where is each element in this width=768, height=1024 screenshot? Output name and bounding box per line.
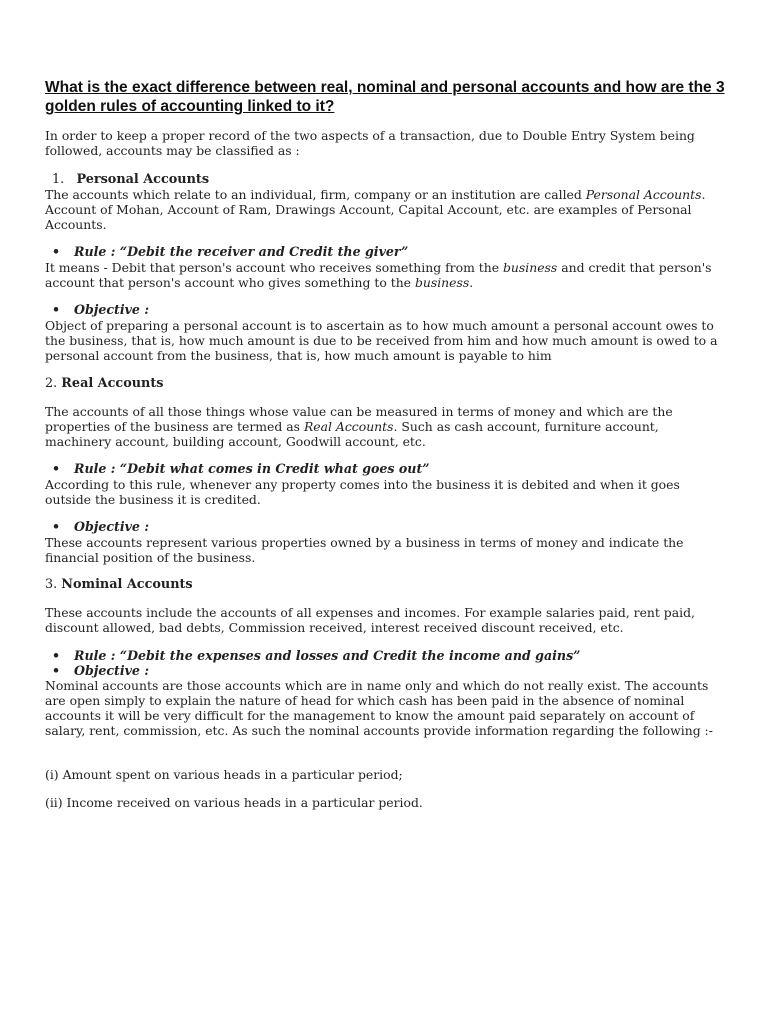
page-title: What is the exact difference between real, nominal and personal accounts and how are the 3 golden rules of accounting linked to it?: [45, 79, 725, 115]
real-accounts-heading: [45, 376, 163, 391]
desc-post: . Account of Mohan, Account of Ram, Drawings Account, Capital Account, etc. are examples of Personal Accounts.: [45, 187, 706, 232]
personal-objective-bullet: [52, 302, 149, 317]
intro-paragraph: In order to keep a proper record of the two aspects of a transaction, due to Double Entry System being followed, accounts may be classified as :: [45, 128, 695, 158]
desc-post: . Such as cash account, furniture account, machinery account, building account, Goodwill account, etc.: [45, 419, 659, 449]
real-rule-explanation: According to this rule, whenever any property comes into the business it is debited and when it goes outside the business it is credited.: [45, 477, 680, 507]
nominal-accounts-description: These accounts include the accounts of all expenses and incomes. For example salaries paid, rent paid, discount allowed, bad debts, Commission received, interest received discount received, etc.: [45, 605, 695, 635]
real-objective-text: These accounts represent various properties owned by a business in terms of money and indicate the financial position of the business.: [45, 535, 684, 565]
bullet-icon: •: [52, 648, 61, 663]
rule-text: Rule : “Debit what comes in Credit what goes out”: [74, 461, 430, 476]
real-objective-bullet: [52, 519, 149, 534]
bullet-icon: •: [52, 302, 61, 317]
personal-rule-bullet: [52, 244, 408, 259]
bullet-icon: •: [52, 663, 61, 678]
objective-label: Objective :: [74, 519, 149, 534]
personal-accounts-description: [45, 187, 725, 232]
section-number: 1.: [52, 172, 65, 187]
personal-objective-text: Object of preparing a personal account is to ascertain as to how much amount a personal account owes to the business, that is, how much amount is due to be received from him and how much amount is owed to a personal account from the business, that is, how much amount is payable to him: [45, 318, 718, 363]
desc-pre: The accounts of all those things whose value can be measured in terms of money and which are the properties of the business are termed as: [45, 404, 673, 434]
bullet-icon: •: [52, 244, 61, 259]
nominal-objective-bullet: [52, 663, 149, 678]
expl-part-1: It means - Debit that person's account who receives something from the: [45, 260, 503, 275]
desc-pre: The accounts which relate to an individual, firm, company or an institution are called: [45, 187, 586, 202]
desc-emphasis: Personal Accounts: [585, 187, 702, 202]
rule-text: Rule : “Debit the receiver and Credit the giver”: [74, 244, 409, 259]
expl-part-2: and credit that person's account that person's account who gives something to the: [45, 260, 712, 290]
section-number: 2.: [45, 376, 58, 391]
bullet-icon: •: [52, 519, 61, 534]
expl-emphasis-1: business: [503, 260, 558, 275]
rule-text: Rule : “Debit the expenses and losses and Credit the income and gains”: [74, 648, 581, 663]
real-rule-bullet: [52, 461, 430, 476]
section-title: Real Accounts: [61, 376, 164, 391]
personal-accounts-heading: [52, 172, 209, 187]
nominal-rule-bullet: [52, 648, 580, 663]
real-accounts-description: [45, 404, 725, 449]
section-number: 3.: [45, 577, 58, 592]
nominal-accounts-heading: [45, 577, 193, 592]
nominal-list-item-2: (ii) Income received on various heads in a particular period.: [45, 795, 423, 810]
objective-label: Objective :: [74, 663, 149, 678]
desc-emphasis: Real Accounts: [303, 419, 394, 434]
section-title: Personal Accounts: [76, 172, 210, 187]
bullet-icon: •: [52, 461, 61, 476]
nominal-objective-text: Nominal accounts are those accounts which are in name only and which do not really exist. The accounts are open simply to explain the nature of head for which cash has been paid in the absence of nominal accounts it will be very difficult for the management to know the amount paid separately on account of salary, rent, commission, etc. As such the nominal accounts provide information regarding the following :-: [45, 678, 713, 738]
expl-emphasis-2: business: [414, 275, 470, 290]
objective-label: Objective :: [74, 302, 149, 317]
expl-part-3: .: [469, 275, 474, 290]
nominal-list-item-1: (i) Amount spent on various heads in a particular period;: [45, 767, 403, 782]
section-title: Nominal Accounts: [61, 577, 193, 592]
personal-rule-explanation: [45, 260, 725, 290]
